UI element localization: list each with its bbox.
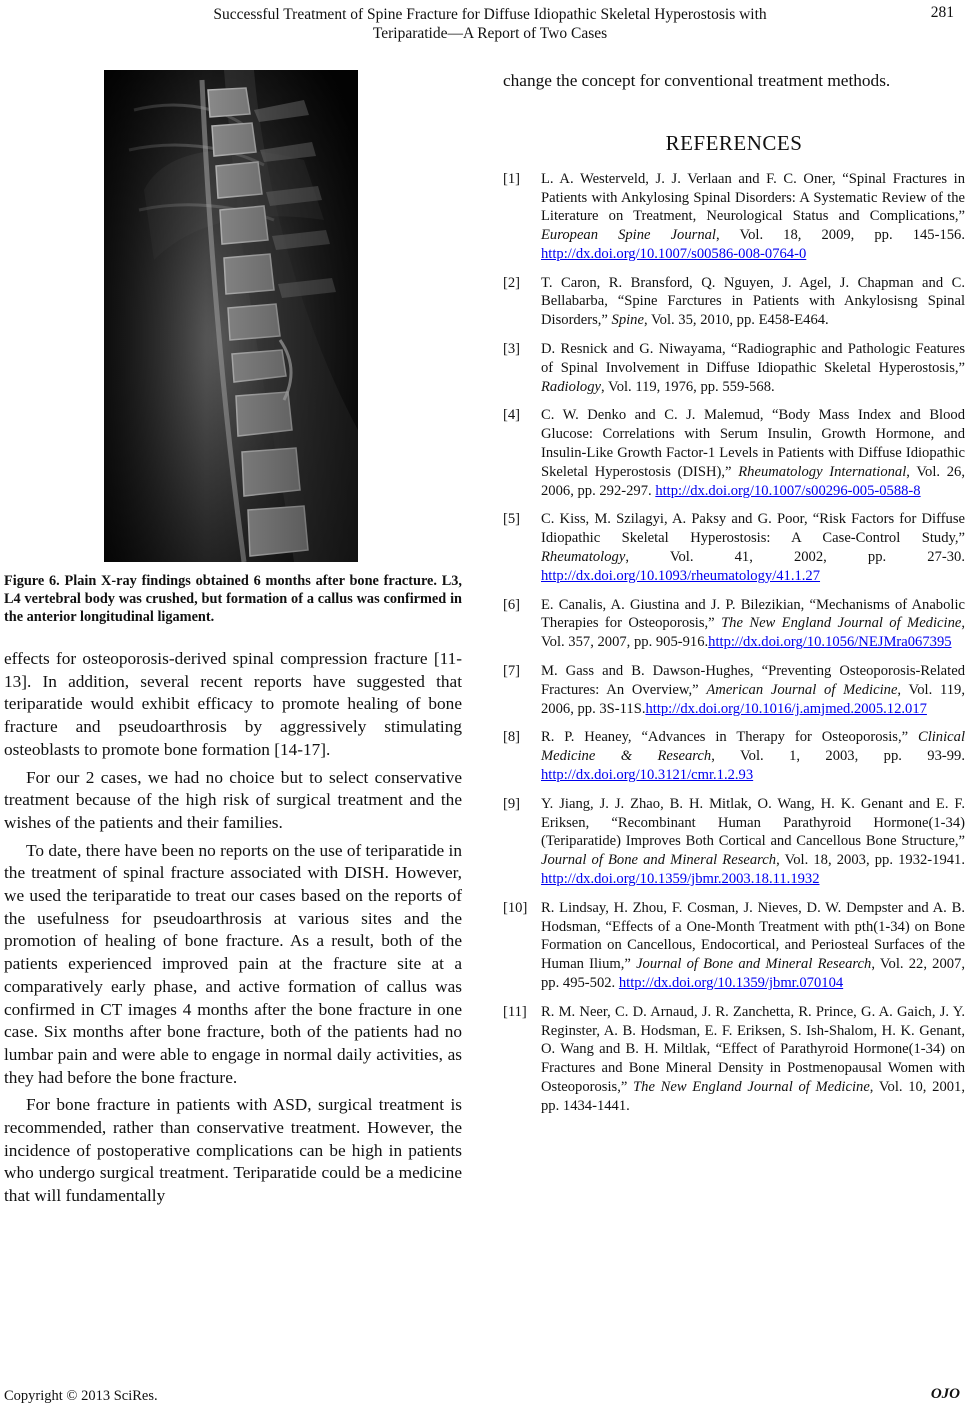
reference-authors-title: Y. Jiang, J. J. Zhao, B. H. Mitlak, O. Wang, H. K. Genant and E. F. Eriksen, “Recombinant Human Parathyroid Hormone(1-34)(Teriparatide) Improves Both Cortical and Cancellous Bone Structure,” <box>541 795 965 850</box>
copyright-notice: Copyright © 2013 SciRes. <box>4 1388 158 1404</box>
reference-item <box>503 795 965 889</box>
reference-authors-title: C. Kiss, M. Szilagyi, A. Paksy and G. Poor, “Risk Factors for Diffuse Idiopathic Skeletal Hyperostosis: A Case-Control Study,” <box>541 511 965 547</box>
reference-text <box>541 796 965 887</box>
reference-details: , Vol. 1, 2003, pp. 93-99. <box>711 748 965 765</box>
reference-details: , Vol. 18, 2009, pp. 145-156. <box>715 227 965 244</box>
reference-journal: Spine <box>611 312 644 329</box>
reference-authors-title: C. W. Denko and C. J. Malemud, “Body Mass Index and Blood Glucose: Correlations with Serum Insulin, Growth Hormone, and Insulin-Like Growth Factor-1 Levels in Patients with Diffuse Idiopathic Skeletal Hyperostosis (DISH),” <box>541 407 965 480</box>
reference-details: , Vol. 26, 2006, pp. 292-297. <box>541 463 965 499</box>
reference-doi-link[interactable]: http://dx.doi.org/10.1359/jbmr.070104 <box>618 974 844 991</box>
reference-item <box>503 340 965 396</box>
reference-text <box>541 900 965 991</box>
journal-abbreviation: OJO <box>930 1386 960 1402</box>
reference-number: [5] <box>503 511 521 528</box>
reference-number: [8] <box>503 729 521 746</box>
reference-item <box>503 899 965 993</box>
reference-journal: The New England Journal of Medicine <box>633 1078 870 1095</box>
reference-number: [10] <box>503 899 528 916</box>
paragraph: For bone fracture in patients with ASD, surgical treatment is recommended, rather than conservative treatment. However, the incidence of postoperative complications can be high in patients who undergo surgical treatment. Teriparatide could be a medicine that will fundamentally <box>4 1095 462 1206</box>
reference-item <box>503 510 965 585</box>
reference-authors-title: E. Canalis, A. Giustina and J. P. Bilezikian, “Mechanisms of Anabolic Therapies for Osteoporosis,” <box>541 596 965 632</box>
reference-number: [9] <box>503 795 521 812</box>
reference-details: , Vol. 119, 1976, pp. 559-568. <box>601 378 775 395</box>
reference-authors-title: R. Lindsay, H. Zhou, F. Cosman, J. Nieves, D. W. Dempster and A. B. Hodsman, “Effects of a One-Month Treatment with pth(1-34) on Bone Formation on Cancellous, Endocortical, and Periosteal Surfaces of the Human Ilium,” <box>541 899 965 973</box>
reference-details: , Vol. 35, 2010, pp. E458-E464. <box>643 312 829 329</box>
reference-doi-link[interactable]: http://dx.doi.org/10.3121/cmr.1.2.93 <box>541 767 754 784</box>
reference-text <box>541 407 965 498</box>
right-column <box>503 70 965 1126</box>
reference-text <box>541 597 965 651</box>
reference-authors-title: M. Gass and B. Dawson-Hughes, “Preventing Osteoporosis-Related Fractures: An Overview,” <box>541 663 965 698</box>
reference-number: [3] <box>503 341 521 358</box>
references-heading: REFERENCES <box>665 130 803 155</box>
reference-journal: Clinical Medicine & Research <box>541 729 965 765</box>
reference-journal: Radiology <box>541 378 601 395</box>
reference-journal: Journal of Bone and Mineral Research <box>541 852 777 869</box>
reference-text <box>541 511 965 583</box>
paragraph: effects for osteoporosis-derived spinal compression fracture [11-13]. In addition, several recent reports have suggested that teriparatide would exhibit efficacy to promote healing of bone fracture and pseudoarthrosis by aggressively stimulating osteoblasts to promote bone formation [14-17]. <box>4 649 462 759</box>
reference-details: , Vol. 41, 2002, pp. 27-30. <box>625 549 965 566</box>
running-title-line-2: Teriparatide—A Report of Two Cases <box>372 25 608 42</box>
reference-authors-title: R. P. Heaney, “Advances in Therapy for Osteoporosis,” <box>541 729 918 746</box>
reference-item <box>503 728 965 784</box>
reference-text <box>541 275 965 329</box>
reference-journal: American Journal of Medicine <box>706 681 898 698</box>
page-footer <box>0 1384 968 1414</box>
reference-number: [2] <box>503 274 521 291</box>
reference-doi-link[interactable]: http://dx.doi.org/10.1093/rheumatology/41.1.27 <box>541 567 821 584</box>
reference-doi-link[interactable]: http://dx.doi.org/10.1007/s00586-008-0764-0 <box>541 245 807 262</box>
reference-list <box>503 170 965 1116</box>
reference-details: , Vol. 18, 2003, pp. 1932-1941. <box>776 852 965 869</box>
reference-details: , Vol. 357, 2007, pp. 905-916. <box>541 615 965 651</box>
reference-item <box>503 406 965 500</box>
reference-number: [6] <box>503 596 521 613</box>
reference-item <box>503 274 965 330</box>
reference-number: [4] <box>503 407 521 424</box>
paragraph: To date, there have been no reports on the use of teriparatide in the treatment of spinal fracture associated with DISH. However, we used the teriparatide to treat our cases based on the reports of the usefulness for pseudoarthrosis at various sites and the promotion of healing of bone fracture. As a result, both of the patients experienced improved pain at the fracture site at a comparatively early phase, and active formation of callus was confirmed in CT images 4 months after the bone fracture in one case. Six months after bone fracture, both of the patients had no lumbar pain and were able to engage in normal daily activities, as they had before the bone fracture. <box>4 840 462 1087</box>
reference-journal: The New England Journal of Medicine <box>721 615 962 632</box>
reference-item <box>503 596 965 652</box>
reference-item <box>503 662 965 718</box>
reference-text <box>541 729 965 783</box>
reference-number: [1] <box>503 170 521 187</box>
reference-authors-title: T. Caron, R. Bransford, Q. Nguyen, J. Agel, J. Chapman and C. Bellabarba, “Spine Farctures in Patients with Ankylosisng Spinal Disorders,” <box>541 274 965 329</box>
reference-text <box>541 1004 965 1114</box>
reference-authors-title: D. Resnick and G. Niwayama, “Radiographic and Pathologic Features of Spinal Involvement in Diffuse Idiopathic Skeletal Hyperostosis,” <box>541 341 965 376</box>
reference-doi-link[interactable]: http://dx.doi.org/10.1016/j.amjmed.2005.12.017 <box>645 700 927 717</box>
reference-details: , Vol. 10, 2001, pp. 1434-1441. <box>541 1078 965 1114</box>
reference-journal: Rheumatology International <box>738 463 907 480</box>
left-body-text <box>4 648 462 1208</box>
reference-authors-title: R. M. Neer, C. D. Arnaud, J. R. Zanchetta, R. Prince, G. A. Gaich, J. Y. Reginster, A. B. Hodsman, E. F. Eriksen, S. Ish-Shalom, H. K. Genant, O. Wang and B. H. Miltlak, “Effect of Parathyroid Hormone(1-34) on Fractures and Bone Mineral Density in Postmenopausal Women with Osteoporosis,” <box>541 1003 965 1095</box>
reference-item <box>503 170 965 264</box>
paragraph: change the concept for conventional treatment methods. <box>503 71 891 90</box>
xray-spine-illustration <box>104 70 358 562</box>
paragraph: For our 2 cases, we had no choice but to select conservative treatment because of the high risk of surgical treatment and the wishes of the patients and their families. <box>4 767 462 832</box>
page-header <box>0 0 968 48</box>
reference-number: [11] <box>503 1003 527 1020</box>
left-column <box>4 70 462 1208</box>
reference-details: , Vol. 22, 2007, pp. 495-502. <box>541 956 965 991</box>
reference-doi-link[interactable]: http://dx.doi.org/10.1007/s00296-005-0588-8 <box>655 482 921 499</box>
reference-journal: European Spine Journal <box>541 227 716 244</box>
figure-caption: Figure 6. Plain X-ray findings obtained 6 months after bone fracture. L3, L4 vertebral body was crushed, but formation of a callus was confirmed in the anterior longitudinal ligament. <box>4 573 462 625</box>
reference-text <box>541 341 965 395</box>
reference-doi-link[interactable]: http://dx.doi.org/10.1359/jbmr.2003.18.11.1932 <box>541 871 820 887</box>
xray-image <box>104 70 358 562</box>
reference-text <box>541 663 965 717</box>
running-title <box>90 5 890 43</box>
reference-number: [7] <box>503 663 521 680</box>
reference-details: , Vol. 119, 2006, pp. 3S-11S. <box>541 681 965 717</box>
reference-journal: Rheumatology <box>541 549 626 566</box>
running-title-line-1: Successful Treatment of Spine Fracture for Diffuse Idiopathic Skeletal Hyperostosis with <box>213 6 767 23</box>
reference-item <box>503 1003 965 1116</box>
reference-doi-link[interactable]: http://dx.doi.org/10.1056/NEJMra067395 <box>708 634 952 651</box>
page-number: 281 <box>930 4 954 21</box>
reference-journal: Journal of Bone and Mineral Research <box>636 956 872 973</box>
reference-authors-title: L. A. Westerveld, J. J. Verlaan and F. C. Oner, “Spinal Fractures in Patients with Ankylosing Spinal Disorders: A Systematic Review of the Literature on Treatment, Neurological Status and Complications,” <box>541 170 965 225</box>
reference-text <box>541 171 965 262</box>
